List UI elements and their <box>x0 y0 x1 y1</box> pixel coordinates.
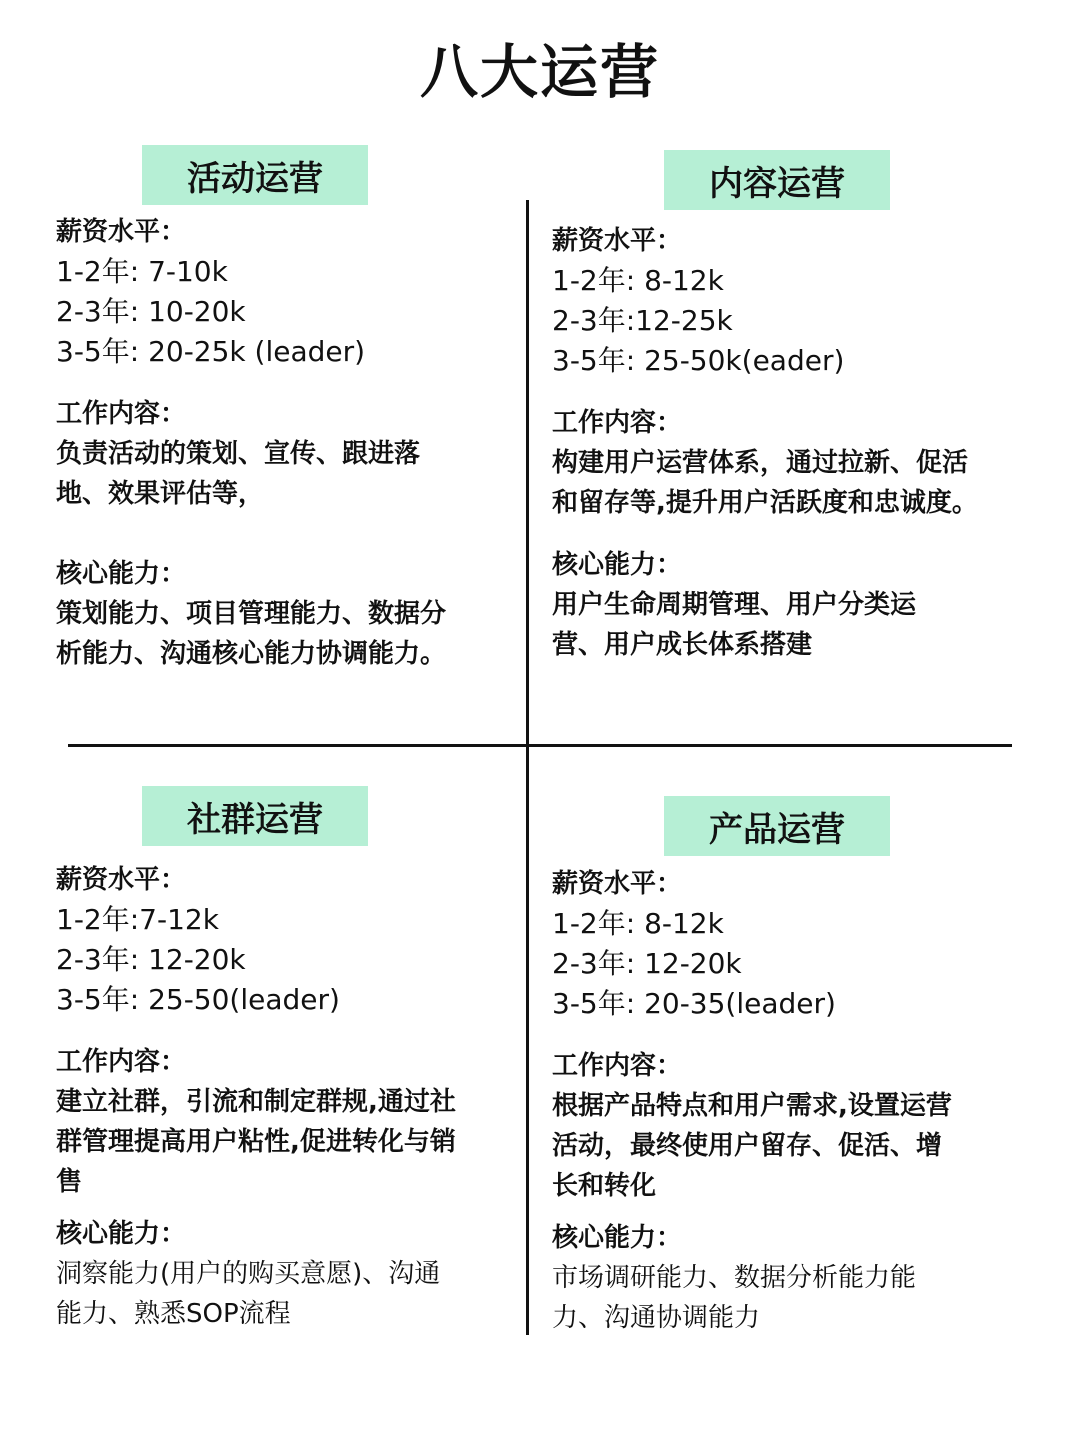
work-line: 群管理提高用户粘性,促进转化与销 <box>56 1127 456 1157</box>
salary-heading: 薪资水平： <box>56 865 187 895</box>
salary-line: 2-3年: 10-20k <box>56 295 246 328</box>
salary-line: 2-3年: 12-20k <box>56 943 246 976</box>
salary-heading: 薪资水平： <box>552 226 683 256</box>
salary-line: 1-2年:7-12k <box>56 903 219 936</box>
salary-heading: 薪资水平： <box>56 217 187 247</box>
skill-heading: 核心能力： <box>552 1223 683 1253</box>
section-label: 内容运营 <box>664 150 890 210</box>
page-title: 八大运营 <box>419 38 660 106</box>
section-label: 活动运营 <box>142 145 368 205</box>
skill-line: 能力、熟悉SOP流程 <box>56 1299 291 1329</box>
salary-line: 3-5年: 25-50(leader) <box>56 983 340 1016</box>
skill-line: 市场调研能力、数据分析能力能 <box>552 1263 917 1293</box>
skill-line: 析能力、沟通核心能力协调能力。 <box>56 639 447 669</box>
section-content <box>552 864 1032 1338</box>
work-heading: 工作内容： <box>56 399 187 429</box>
horizontal-divider <box>68 744 1012 747</box>
skill-line: 营、用户成长体系搭建 <box>552 630 813 660</box>
skill-line: 用户生命周期管理、用户分类运 <box>552 590 917 620</box>
salary-line: 1-2年: 8-12k <box>552 264 724 297</box>
salary-line: 2-3年: 12-20k <box>552 947 742 980</box>
salary-line: 2-3年:12-25k <box>552 304 733 337</box>
section-content <box>552 221 1032 665</box>
section-content <box>56 212 516 674</box>
skill-line: 洞察能力(用户的购买意愿)、沟通 <box>56 1259 441 1289</box>
work-line: 根据产品特点和用户需求,设置运营 <box>552 1091 952 1121</box>
section-label: 产品运营 <box>664 796 890 856</box>
section-content <box>56 860 516 1334</box>
vertical-divider <box>526 200 529 1335</box>
section-label: 社群运营 <box>142 786 368 846</box>
work-heading: 工作内容： <box>552 1051 683 1081</box>
skill-heading: 核心能力： <box>552 550 683 580</box>
work-heading: 工作内容： <box>552 408 683 438</box>
skill-line: 力、沟通协调能力 <box>552 1303 761 1333</box>
work-line: 负责活动的策划、宣传、跟进落 <box>56 439 421 469</box>
salary-line: 3-5年: 20-25k (leader) <box>56 335 366 368</box>
work-line: 构建用户运营体系，通过拉新、促活 <box>552 448 969 478</box>
work-line: 地、效果评估等， <box>56 479 265 509</box>
skill-line: 策划能力、项目管理能力、数据分 <box>56 599 447 629</box>
work-line: 和留存等,提升用户活跃度和忠诚度。 <box>552 488 978 518</box>
salary-line: 3-5年: 25-50k(eader) <box>552 344 845 377</box>
salary-line: 3-5年: 20-35(leader) <box>552 987 836 1020</box>
skill-heading: 核心能力： <box>56 559 187 589</box>
work-line: 建立社群，引流和制定群规,通过社 <box>56 1087 456 1117</box>
work-line: 长和转化 <box>552 1171 657 1201</box>
salary-heading: 薪资水平： <box>552 869 683 899</box>
work-heading: 工作内容： <box>56 1047 187 1077</box>
skill-heading: 核心能力： <box>56 1219 187 1249</box>
work-line: 售 <box>56 1167 83 1197</box>
work-line: 活动，最终使用户留存、促活、增 <box>552 1131 943 1161</box>
salary-line: 1-2年: 8-12k <box>552 907 724 940</box>
salary-line: 1-2年: 7-10k <box>56 255 228 288</box>
